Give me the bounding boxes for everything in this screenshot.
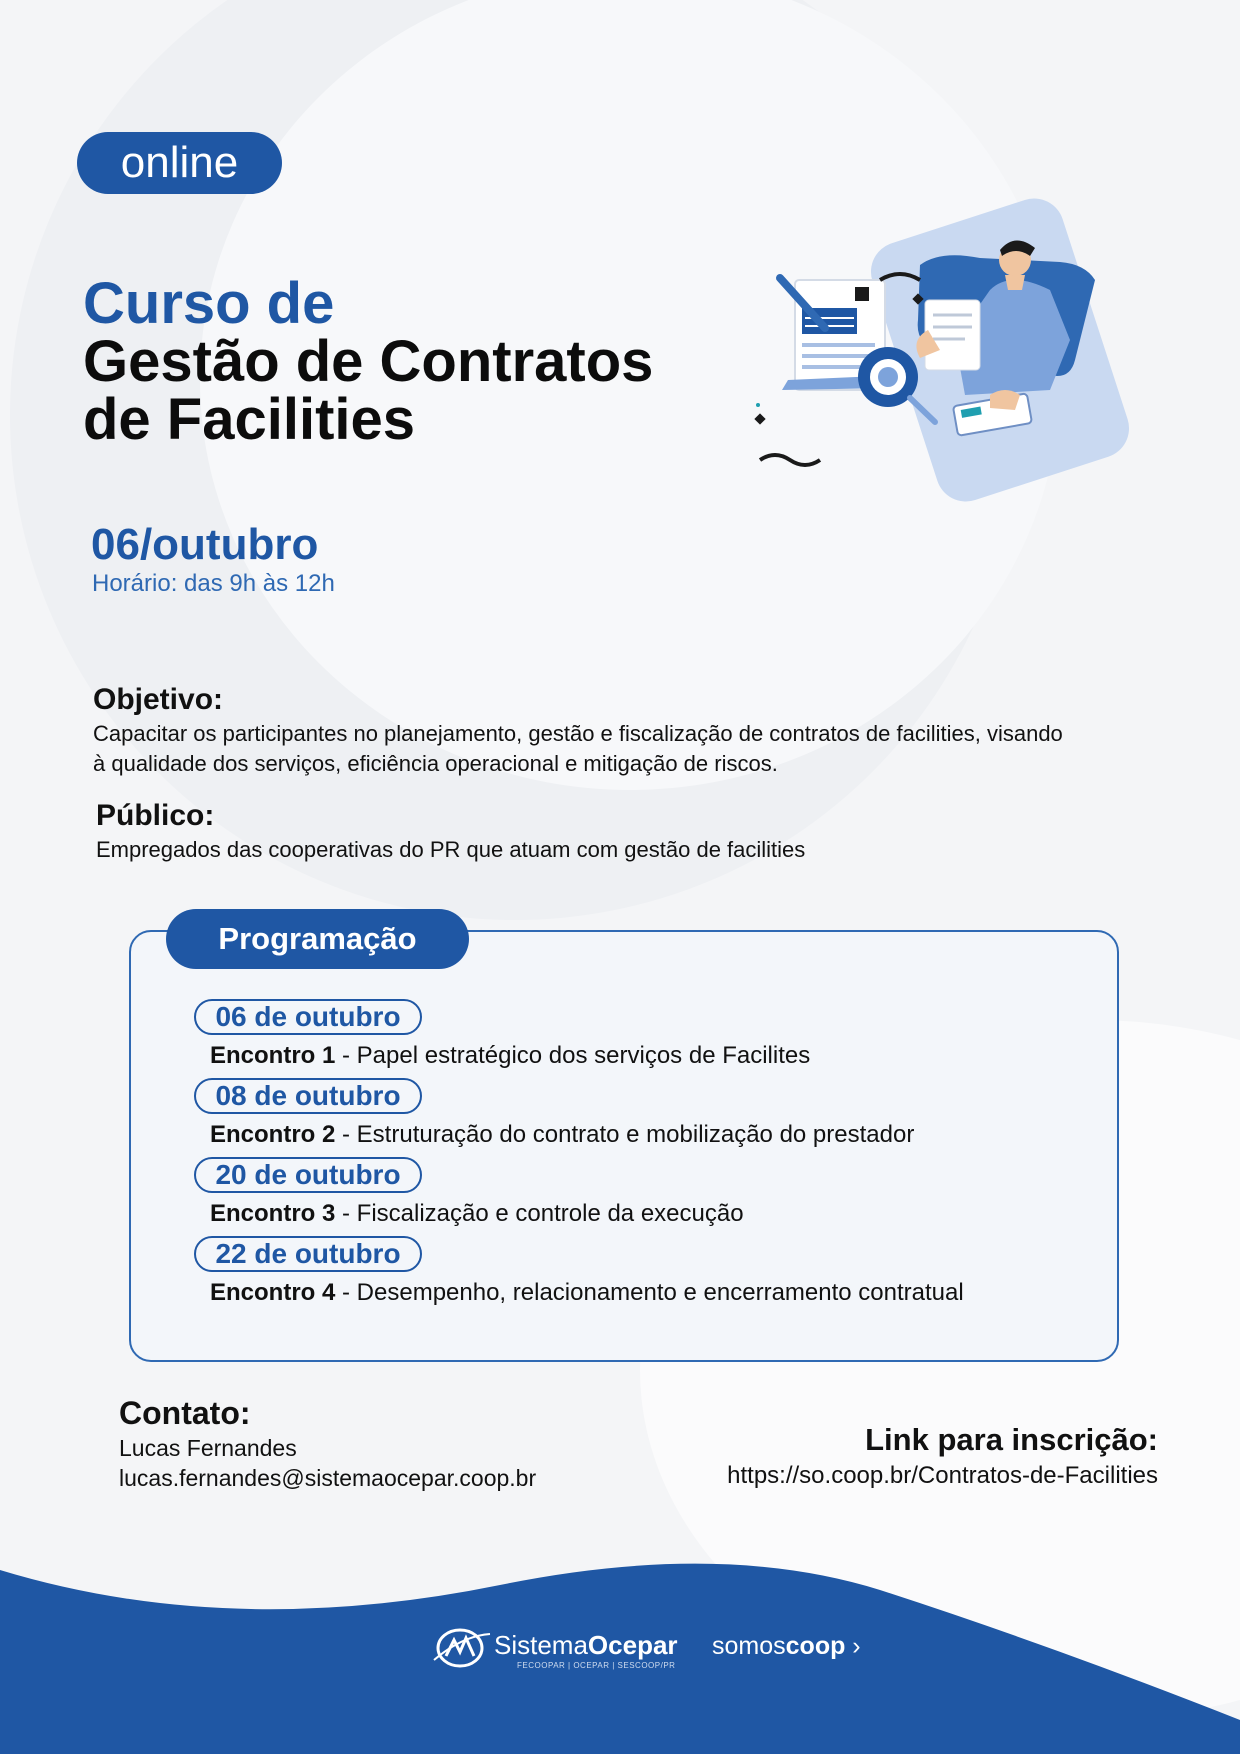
event-date: 06/outubro [91,520,319,569]
contact-name: Lucas Fernandes [119,1435,297,1461]
online-badge: online [77,132,282,194]
contact-email[interactable]: lucas.fernandes@sistemaocepar.coop.br [119,1465,537,1491]
session-name: Encontro 2 [210,1121,336,1148]
course-title-line3: de Facilities [83,387,416,452]
brand-prefix: Sistema [494,1630,588,1660]
session-date: 22 de outubro [194,1236,422,1272]
brand-name [494,1630,678,1661]
course-title-line2: Gestão de Contratos [83,329,654,394]
registration-link[interactable]: https://so.coop.br/Contratos-de-Facilities [727,1462,1158,1489]
objective-text-line2: à qualidade dos serviços, eficiência operacional e mitigação de riscos. [93,751,778,776]
course-title-line1: Curso de [83,271,335,336]
session-line [210,1279,964,1307]
program-title: Programação [166,909,469,969]
session-name: Encontro 4 [210,1279,336,1306]
illustration-man-contract-icon [750,190,1190,510]
session-topic: - Papel estratégico dos serviços de Facilites [335,1042,811,1069]
session-name: Encontro 3 [210,1200,336,1227]
session-topic: - Desempenho, relacionamento e encerramento contratual [335,1279,964,1306]
brand-bold: Ocepar [587,1630,678,1660]
session-name: Encontro 1 [210,1042,336,1069]
partner-bold: coop [785,1632,846,1660]
contact-label: Contato: [119,1395,251,1431]
session-topic: - Fiscalização e controle da execução [335,1200,744,1227]
session-date: 20 de outubro [194,1157,422,1193]
session-date: 06 de outubro [194,999,422,1035]
session-line [210,1121,914,1149]
registration-label: Link para inscrição: [865,1422,1158,1457]
brand-subtitle: FECOOPAR | OCEPAR | SESCOOP/PR [517,1661,676,1670]
partner-logo [712,1632,861,1661]
audience-text: Empregados das cooperativas do PR que atuam com gestão de facilities [96,837,806,862]
session-line [210,1042,810,1070]
session-line [210,1200,744,1228]
session-topic: - Estruturação do contrato e mobilização do prestador [335,1121,915,1148]
objective-label: Objetivo: [93,683,224,716]
session-date: 08 de outubro [194,1078,422,1114]
objective-text-line1: Capacitar os participantes no planejamento, gestão e fiscalização de contratos de facilities, visando [93,721,1063,746]
somoscoop-arrow-icon: › [845,1632,861,1660]
audience-label: Público: [96,799,215,832]
event-time: Horário: das 9h às 12h [92,570,335,597]
partner-prefix: somos [712,1632,786,1660]
sistema-ocepar-logo-icon [432,1626,492,1670]
